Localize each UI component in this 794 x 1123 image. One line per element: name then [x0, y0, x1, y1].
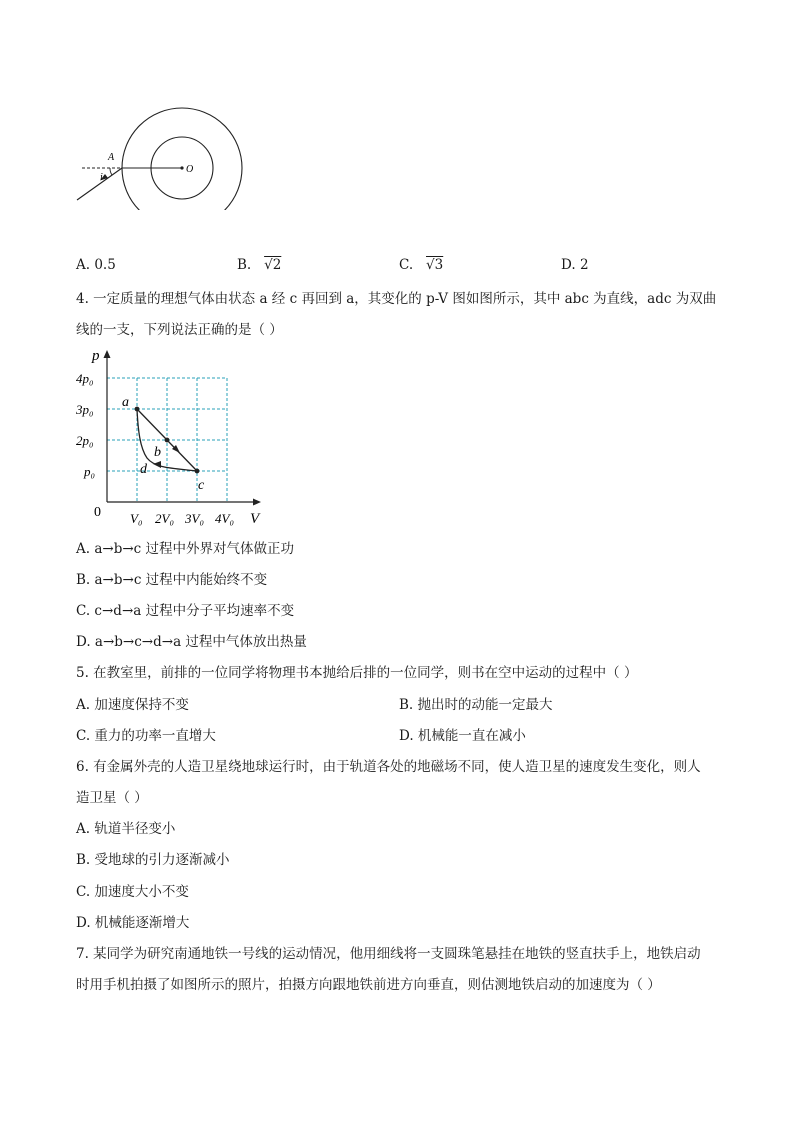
q4-stem-line2: 线的一支，下列说法正确的是（ ）	[76, 322, 283, 338]
y-tick-p0: p₀	[84, 464, 96, 479]
q3-figure	[70, 100, 250, 210]
q6-option-c: C. 加速度大小不变	[76, 884, 189, 900]
label-point-a: a	[122, 395, 129, 410]
arrow-c-to-d	[153, 461, 161, 468]
q4-pv-diagram	[70, 342, 270, 532]
origin-label: 0	[94, 505, 101, 520]
q3-option-b: B. √2	[237, 257, 282, 273]
angle-arc	[110, 168, 112, 175]
q6-stem-line1: 6. 有金属外壳的人造卫星绕地球运行时，由于轨道各处的地磁场不同，使人造卫星的速度发生变化，则人	[76, 759, 701, 775]
q6-option-d: D. 机械能逐渐增大	[76, 915, 190, 931]
q7-stem-line2: 时用手机拍摄了如图所示的照片，拍摄方向跟地铁前进方向垂直，则估测地铁启动的加速度为（ ）	[76, 977, 661, 993]
label-point-d: d	[140, 462, 147, 477]
q3-option-c: C. √3	[399, 257, 444, 273]
x-tick-2v0: 2V₀	[155, 511, 174, 526]
q4-stem-line1: 4. 一定质量的理想气体由状态 a 经 c 再回到 a，其变化的 p-V 图如图所示，其中 abc 为直线，adc 为双曲	[76, 291, 717, 307]
q4-option-d: D. a→b→c→d→a 过程中气体放出热量	[76, 634, 307, 650]
x-tick-4v0: 4V₀	[215, 511, 234, 526]
q5-option-b: B. 抛出时的动能一定最大	[399, 697, 553, 713]
label-point-c: c	[198, 478, 205, 493]
q7-stem-line1: 7. 某同学为研究南通地铁一号线的运动情况，他用细线将一支圆珠笔悬挂在地铁的竖直扶手上，地铁启动	[76, 946, 701, 962]
q4-option-c: C. c→d→a 过程中分子平均速率不变	[76, 603, 295, 619]
q6-stem-line2: 造卫星（ ）	[76, 790, 148, 806]
center-dot	[180, 166, 183, 169]
point-c	[195, 469, 200, 474]
outer-circle	[122, 108, 242, 210]
y-axis-label: p	[92, 348, 100, 364]
y-tick-4p0: 4p₀	[76, 371, 94, 386]
q3-option-a: A. 0.5	[76, 257, 116, 273]
q5-option-d: D. 机械能一直在减小	[399, 728, 526, 744]
label-o: O	[186, 164, 194, 175]
q6-option-a: A. 轨道半径变小	[76, 821, 176, 837]
y-tick-2p0: 2p₀	[76, 433, 94, 448]
q5-stem: 5. 在教室里，前排的一位同学将物理书本抛给后排的一位同学，则书在空中运动的过程中（ ）	[76, 665, 638, 681]
label-i: i	[100, 172, 103, 183]
x-axis-label: V	[250, 511, 260, 527]
q3-option-d: D. 2	[561, 257, 589, 273]
x-tick-v0: V₀	[130, 511, 143, 526]
q6-option-b: B. 受地球的引力逐渐减小	[76, 852, 230, 868]
q5-option-c: C. 重力的功率一直增大	[76, 728, 216, 744]
y-tick-3p0: 3p₀	[76, 402, 94, 417]
y-axis-arrow	[104, 350, 111, 358]
q5-option-a: A. 加速度保持不变	[76, 697, 189, 713]
q4-option-b: B. a→b→c 过程中内能始终不变	[76, 572, 268, 588]
label-a: A	[108, 152, 115, 163]
x-axis-arrow	[253, 499, 261, 506]
x-tick-3v0: 3V₀	[185, 511, 204, 526]
label-point-b: b	[154, 445, 161, 460]
point-b	[165, 438, 170, 443]
q4-option-a: A. a→b→c 过程中外界对气体做正功	[76, 541, 294, 557]
point-a	[135, 407, 140, 412]
